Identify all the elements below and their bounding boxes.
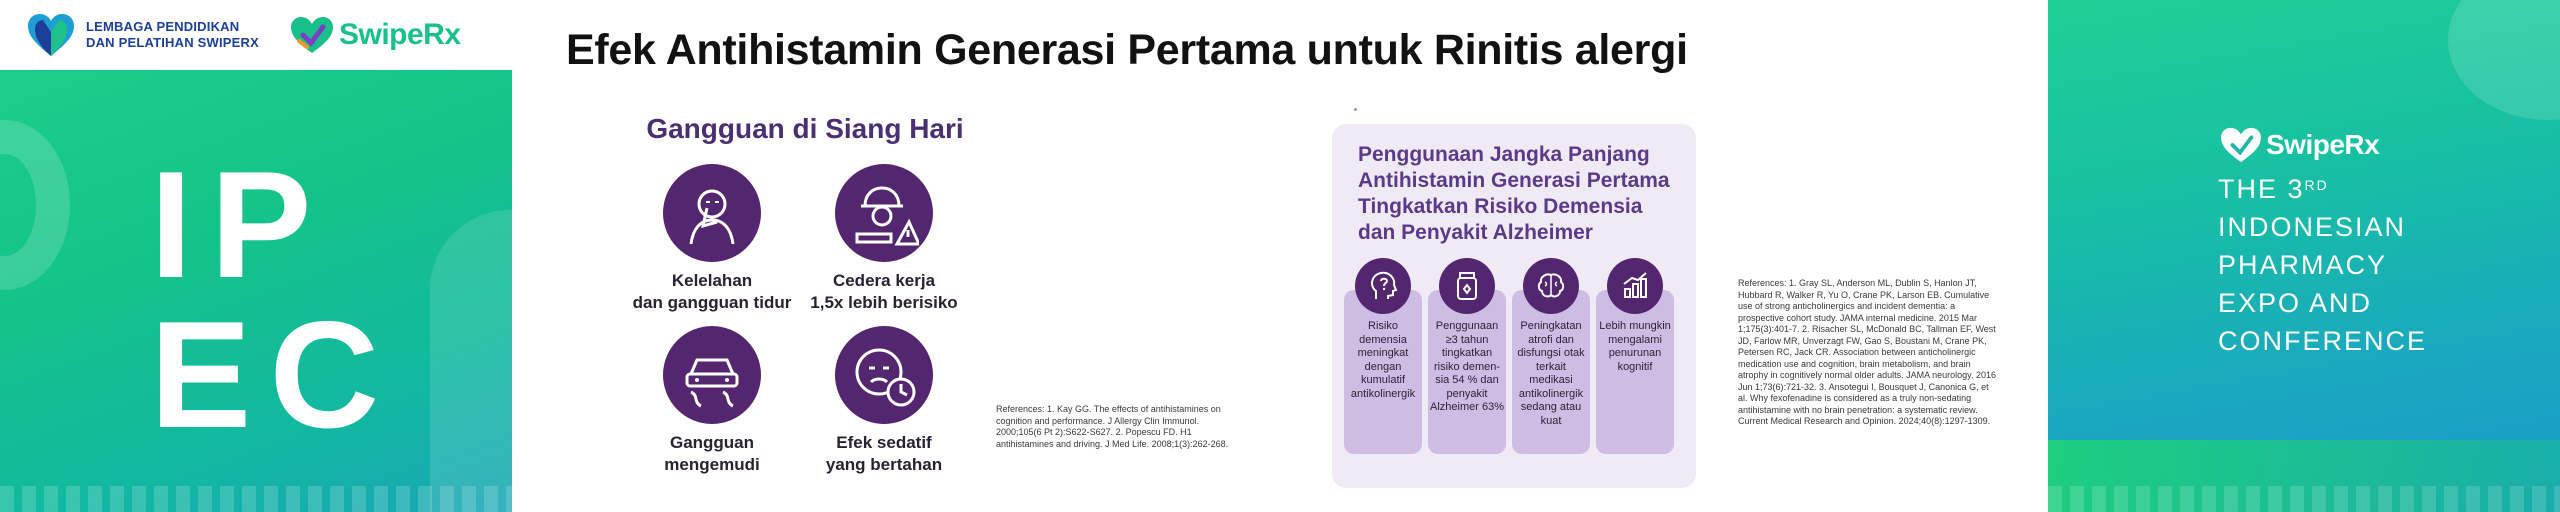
conference-title-line4: EXPO AND [2218,288,2373,318]
effect-driving [622,326,802,476]
dementia-title: Penggunaan Jangka Panjang Antihistamin Generasi Pertama Tingkatkan Risiko Demensia dan Penyakit Alzheimer [1358,143,1670,244]
car-skid-icon [663,326,761,424]
worker-warning-icon [835,164,933,262]
dementia-card [1332,124,1696,488]
daytime-references: References: 1. Kay GG. The effects of antihistamines on cognition and performance. J Allergy Clin Immunol. 2000;105(6 Pt 2):S622-S627. 2. Popescu FD. H1 antihistamines and driving. J Med Life. 2008;1(3):262-268. [996,404,1229,449]
left-brand-panel [0,0,512,512]
swiperx-logo [289,15,461,55]
logo-bar [0,0,512,70]
conference-title-line1 [2218,170,2538,208]
effect-label-line1: Cedera kerja [832,271,936,290]
effect-sedation [794,326,974,476]
finding-text-3: Peningkatan atrofi dan disfungsi otak terkait medikasi antikolinergik sedang atau kuat [1517,320,1585,427]
effect-label [794,432,974,476]
ipec-line-2: EC [150,290,398,460]
finding-text-2: Penggunaan ≥3 tahun tingkatkan risiko demen-sia 54 % dan penyakit Alzheimer 63% [1430,320,1504,413]
effect-label-line1: Gangguan [669,433,755,452]
swiperx-logo-white [2218,126,2379,164]
effect-label [794,270,974,314]
decorative-blob [2448,0,2560,120]
finding-text-1: Risiko demensia meningkat dengan kumulatif antikolinergik [1350,320,1416,400]
conference-title [2218,170,2538,360]
daytime-heading: Gangguan di Siang Hari [646,113,964,144]
finding-text-4: Lebih mungkin mengalami penurunan kognitif [1599,320,1671,373]
decorative-arc [430,210,512,512]
swiperx-heart-icon [2218,126,2264,164]
right-brand-panel [2048,0,2560,512]
decorative-stripes [0,486,512,512]
swiperx-wordmark: SwipeRx [338,18,461,51]
conference-title-line5: CONFERENCE [2218,326,2428,356]
head-question-icon [1355,258,1411,314]
title-the-3: THE 3 [2218,174,2305,204]
decorative-dot [1354,108,1357,111]
effect-label [622,270,802,314]
conference-title-line3: PHARMACY [2218,250,2388,280]
effect-label-line2: 1,5x lebih berisiko [810,293,958,312]
brain-icon [1523,258,1579,314]
effect-label [622,432,802,476]
swiperx-heart-icon [289,15,335,55]
dementia-references: References: 1. Gray SL, Anderson ML, Dublin S, Hanlon JT, Hubbard R, Walker R, Yu O, Crane PK, Larson EB. Cumulative use of strong anticholinergics and incident dementia: a prospective cohort study. JAMA internal medicine. 2015 Mar 1;175(3):401-7. 2. Risacher SL, McDonald BC, Tallman EF, West JD, Farlow MR, Unverzagt FW, Gao S, Boustani M, Crane PK, Petersen RC, Jack CR. Association between anticholinergic medication use and cognition, brain metabolism, and brain atrophy in cognitively normal older adults. JAMA neurology. 2016 Jun 1;73(6):721-32. 3. Ansotegui I, Bousquet J, Canonica G, et al. Why fexofenadine is considered as a truly non-sedating antihistamine with no brain penetration: a systematic review. Current Medical Research and Opinion. 2024;40(8):1297-1309. [1738,278,1996,426]
decorative-ring [0,120,70,290]
title-ordinal: RD [2304,177,2329,193]
effect-label-line1: Kelelahan [671,271,753,290]
bar-chart-up-icon [1607,258,1663,314]
swiperx-wordmark: SwipeRx [2266,129,2380,160]
tired-person-icon [663,164,761,262]
lpp-swiperx-logo-icon [26,12,76,58]
pill-bottle-icon [1439,258,1495,314]
slide-title: Efek Antihistamin Generasi Pertama untuk Rinitis alergi [566,26,1688,74]
decorative-stripes [2048,486,2560,512]
sleepy-clock-icon [835,326,933,424]
effect-label-line2: yang bertahan [825,455,943,474]
org-name-line2: DAN PELATIHAN SWIPERX [86,35,259,50]
org-name [86,19,259,51]
ipec-line-1: IP [150,140,330,310]
effect-label-line2: mengemudi [664,455,760,474]
org-name-line1: LEMBAGA PENDIDIKAN [86,19,240,34]
conference-title-line2: INDONESIAN [2218,212,2407,242]
effect-work-injury [794,164,974,314]
ipec-wordmark [150,140,398,460]
effect-fatigue [622,164,802,314]
effect-label-line1: Efek sedatif [836,433,932,452]
effect-label-line2: dan gangguan tidur [632,293,792,312]
